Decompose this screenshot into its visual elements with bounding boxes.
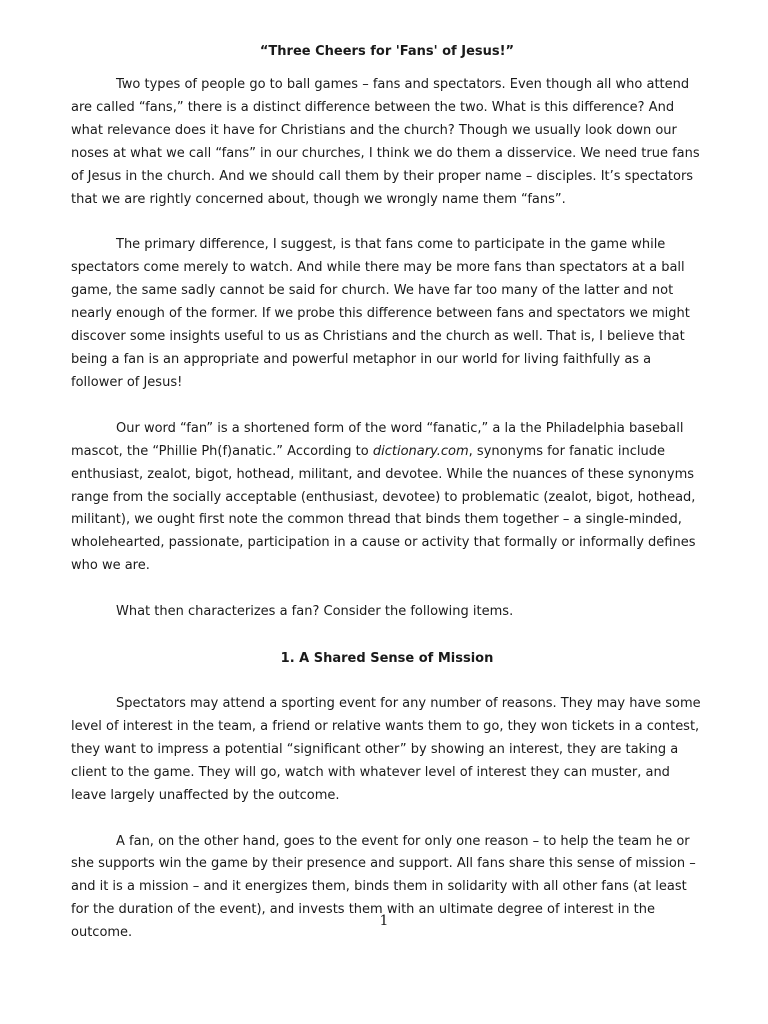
document-title: “Three Cheers for 'Fans' of Jesus!” [259,44,515,59]
paragraph-5: Spectators may attend a sporting event for any number of reasons. They may have some level of interest in the team, a friend or relative wants them to go, they won tickets in a contest, they want to impress a potential “significant other” by showing an interest, they are taking a client to the game. They will go, watch with whatever level of interest they can muster, and leave largely unaffected by the outcome. [71,696,701,803]
paragraph-4: What then characterizes a fan? Consider the following items. [116,604,514,620]
paragraph-1: Two types of people go to ball games – fans and spectators. Even though all who attend are called “fans,” there is a distinct difference between the two. What is this difference? And what relevance does it have for Christians and the church? Though we usually look down our noses at what we call “fans” in our churches, I think we do them a disservice. We need true fans of Jesus in the church. And we should call them by their proper name – disciples. It’s spectators that we are rightly concerned about, though we wrongly name them “fans”. [71,77,700,207]
paragraph-3-text-before: Our word “fan” is a shortened form of the word “fanatic,” a la the Philadelphia baseball mascot, the “Phillie Ph(f)anatic.” According to [71,420,684,459]
paragraph-2: The primary difference, I suggest, is that fans come to participate in the game while spectators come merely to watch. And while there may be more fans than spectators at a ball game, the same sadly cannot be said for church. We have far too many of the latter and not nearly enough of the former. If we probe this difference between fans and spectators we might discover some insights useful to us as Christians and the church as well. That is, I believe that being a fan is an appropriate and powerful metaphor in our world for living faithfully as a follower of Jesus! [71,237,690,390]
paragraph-3-text-after: , synonyms for fanatic include enthusiast, zealot, bigot, hothead, militant, and devotee. While the nuances of these synonyms range from the socially acceptable (enthusiast, devotee) to problematic (zealot, bigot, hothead, militant), we ought first note the common thread that binds them together – a single-minded, wholehearted, passionate, participation in a cause or activity that formally or informally defines who we are. [71,443,696,574]
document-page [71,40,703,968]
section-heading: 1. A Shared Sense of Mission [280,651,494,667]
page-number: 1 [379,913,389,929]
paragraph-6: A fan, on the other hand, goes to the event for only one reason – to help the team he or she supports win the game by their presence and support. All fans share this sense of mission – and it is a mission – and it energizes them, binds them in solidarity with all other fans (at least for the duration of the event), and invests them with an ultimate degree of interest in the outcome. [71,833,696,941]
paragraph-3 [71,418,703,578]
dictionary-reference: dictionary.com [372,443,469,459]
